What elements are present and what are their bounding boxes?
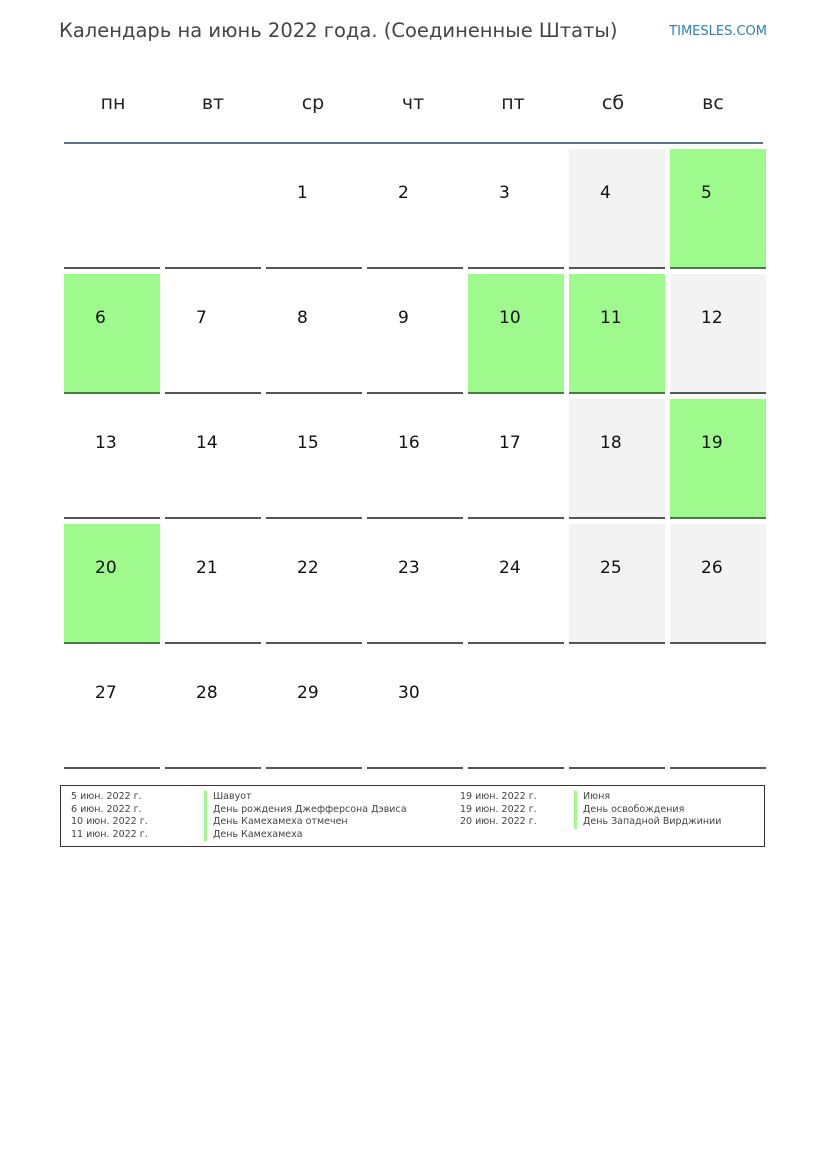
day-cell[interactable]	[165, 524, 261, 644]
day-cell[interactable]	[266, 149, 362, 269]
day-number: 9	[398, 308, 409, 328]
day-cell[interactable]	[165, 399, 261, 519]
day-number: 17	[499, 433, 521, 453]
day-cell[interactable]	[367, 149, 463, 269]
weekday-fri: пт	[501, 92, 525, 114]
day-number: 8	[297, 308, 308, 328]
day-cell[interactable]	[367, 649, 463, 769]
empty-day-cell	[64, 149, 160, 269]
day-cell[interactable]	[266, 524, 362, 644]
day-cell[interactable]	[266, 399, 362, 519]
legend-holiday-name: День Камехамеха	[204, 829, 407, 842]
holiday-day-cell[interactable]	[64, 524, 160, 644]
legend-holiday-name: Шавуот	[204, 791, 407, 804]
weekday-sat: сб	[601, 92, 625, 114]
day-number: 18	[600, 433, 622, 453]
weekday-sun: вс	[702, 92, 724, 114]
legend-date: 11 июн. 2022 г.	[71, 828, 148, 840]
day-cell[interactable]	[266, 274, 362, 394]
holiday-legend	[60, 785, 765, 847]
day-number: 23	[398, 558, 420, 578]
day-number: 13	[95, 433, 117, 453]
page-title: Календарь на июнь 2022 года. (Соединенные Штаты)	[59, 19, 618, 42]
holiday-day-cell[interactable]	[569, 274, 665, 394]
day-cell[interactable]	[266, 649, 362, 769]
day-number: 28	[196, 683, 218, 703]
weekday-tue: вт	[201, 92, 225, 114]
day-number: 11	[600, 308, 622, 328]
day-number: 1	[297, 183, 308, 203]
holiday-day-cell[interactable]	[64, 274, 160, 394]
weekday-thu: чт	[401, 92, 425, 114]
day-number: 19	[701, 433, 723, 453]
day-cell[interactable]	[670, 274, 766, 394]
legend-left-names	[204, 791, 407, 841]
day-number: 16	[398, 433, 420, 453]
day-cell[interactable]	[468, 399, 564, 519]
day-number: 7	[196, 308, 207, 328]
legend-holiday-name: День освобождения	[574, 804, 721, 817]
weekday-wed: ср	[301, 92, 325, 114]
day-number: 24	[499, 558, 521, 578]
legend-date: 6 июн. 2022 г.	[71, 803, 142, 815]
day-cell[interactable]	[367, 274, 463, 394]
day-number: 21	[196, 558, 218, 578]
day-number: 26	[701, 558, 723, 578]
day-number: 15	[297, 433, 319, 453]
day-cell[interactable]	[569, 149, 665, 269]
brand-link[interactable]: TIMESLES.COM	[669, 24, 767, 39]
day-number: 6	[95, 308, 106, 328]
legend-date: 19 июн. 2022 г.	[460, 791, 537, 802]
legend-date: 19 июн. 2022 г.	[460, 803, 537, 815]
day-number: 3	[499, 183, 510, 203]
legend-date: 5 июн. 2022 г.	[71, 791, 142, 802]
legend-holiday-name: Июня	[574, 791, 721, 804]
holiday-day-cell[interactable]	[670, 399, 766, 519]
legend-holiday-name: День рождения Джефферсона Дэвиса	[204, 804, 407, 817]
day-cell[interactable]	[165, 274, 261, 394]
day-cell[interactable]	[367, 524, 463, 644]
day-cell[interactable]	[670, 524, 766, 644]
legend-right-dates	[460, 791, 537, 829]
empty-day-cell	[165, 149, 261, 269]
day-number: 20	[95, 558, 117, 578]
empty-day-cell	[670, 649, 766, 769]
day-cell[interactable]	[165, 649, 261, 769]
day-number: 14	[196, 433, 218, 453]
header-divider	[64, 142, 763, 144]
empty-day-cell	[569, 649, 665, 769]
day-cell[interactable]	[468, 524, 564, 644]
day-number: 29	[297, 683, 319, 703]
calendar-grid	[64, 149, 764, 769]
day-number: 4	[600, 183, 611, 203]
day-number: 22	[297, 558, 319, 578]
weekday-mon: пн	[100, 92, 126, 114]
day-cell[interactable]	[64, 399, 160, 519]
holiday-day-cell[interactable]	[468, 274, 564, 394]
weekday-header-row	[63, 92, 763, 116]
empty-day-cell	[468, 649, 564, 769]
day-number: 30	[398, 683, 420, 703]
holiday-day-cell[interactable]	[670, 149, 766, 269]
day-cell[interactable]	[569, 399, 665, 519]
legend-holiday-name: День Камехамеха отмечен	[204, 816, 407, 829]
legend-right-names	[574, 791, 721, 829]
legend-left-dates	[71, 791, 148, 841]
day-number: 10	[499, 308, 521, 328]
day-cell[interactable]	[64, 649, 160, 769]
day-number: 12	[701, 308, 723, 328]
day-cell[interactable]	[367, 399, 463, 519]
day-number: 2	[398, 183, 409, 203]
legend-holiday-name: День Западной Вирджинии	[574, 816, 721, 829]
legend-date: 10 июн. 2022 г.	[71, 816, 148, 827]
day-number: 5	[701, 183, 712, 203]
legend-date: 20 июн. 2022 г.	[460, 816, 537, 827]
day-number: 25	[600, 558, 622, 578]
day-cell[interactable]	[468, 149, 564, 269]
day-number: 27	[95, 683, 117, 703]
day-cell[interactable]	[569, 524, 665, 644]
